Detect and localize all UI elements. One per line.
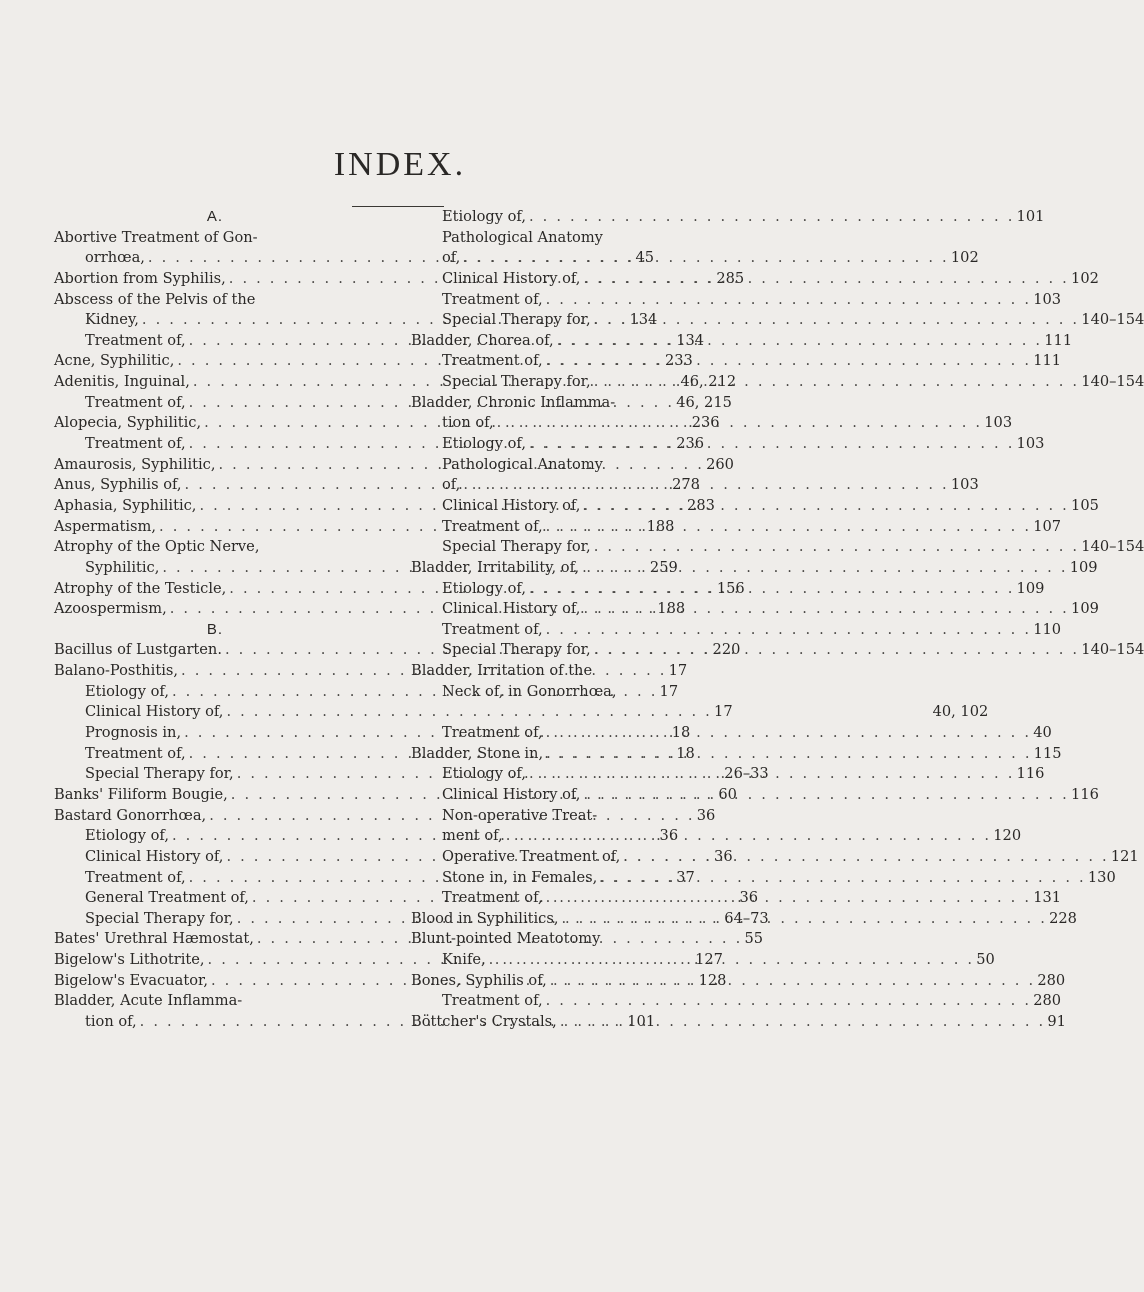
page-number: 130	[1087, 868, 1116, 886]
entry-text: Bladder, Acute Inflamma-	[54, 992, 243, 1010]
page-number: 103	[1033, 290, 1062, 308]
index-subentry	[411, 599, 1099, 620]
index-subentry	[411, 269, 1099, 290]
page-number: 134	[676, 331, 705, 349]
index-subentry	[411, 579, 1045, 600]
index-subentry	[411, 434, 1045, 455]
entry-text: Treatment of,	[442, 724, 543, 742]
dot-leader	[580, 785, 1069, 806]
entry-text: Treatment of,	[442, 352, 543, 370]
page-number: 102	[1071, 269, 1099, 287]
page-number: 107	[1033, 517, 1062, 535]
entry-text: Atrophy of the Testicle,	[54, 579, 227, 597]
index-entry	[54, 475, 700, 496]
page-number: 101	[627, 1012, 656, 1030]
dot-leader	[591, 537, 1080, 558]
index-subentry	[411, 455, 745, 476]
entry-text: Treatment of,	[442, 889, 543, 907]
dot-leader	[557, 1012, 1046, 1033]
entry-text: Clinical History of,	[85, 847, 224, 865]
page-number: 140–154	[1081, 538, 1144, 556]
index-entry	[411, 393, 745, 414]
index-entry	[54, 290, 376, 311]
dot-leader	[591, 372, 1080, 393]
entry-text: Non-operative Treat-	[442, 806, 598, 824]
entry-text: Blood in Syphilitics,	[411, 909, 559, 927]
entry-text: Special Therapy for,	[442, 641, 591, 659]
page-number: 18	[671, 724, 691, 742]
page-number: 109	[1069, 558, 1098, 576]
index-entry	[54, 228, 376, 249]
entry-text: Special Therapy for,	[442, 373, 591, 391]
index-subentry	[411, 372, 1144, 393]
entry-text: Treatment of,	[442, 992, 543, 1010]
entry-text: Böttcher's Crystals,	[411, 1012, 557, 1030]
dot-leader	[494, 413, 983, 434]
page-number: 103	[950, 476, 979, 494]
entry-text: General Treatment of,	[85, 889, 249, 907]
index-entry	[54, 537, 376, 558]
dot-leader	[543, 290, 1032, 311]
page-number: 60	[718, 785, 737, 803]
index-subentry	[411, 290, 1062, 311]
page-number: 110	[1033, 620, 1062, 638]
entry-text: Bladder, Irritability, of,	[411, 558, 580, 576]
entry-text: Banks' Filiform Bougie,	[54, 785, 228, 803]
entry-text: Bladder, Stone in,	[411, 744, 544, 762]
entry-text: Bladder, Chorea of,	[411, 331, 554, 349]
entry-text: Treatment of,	[85, 435, 186, 453]
entry-text: Bastard Gonorrhœa,	[54, 806, 207, 824]
index-subentry	[411, 228, 745, 249]
dot-leader	[543, 620, 1032, 641]
section-letter: B.	[206, 620, 224, 638]
page-number: 283	[687, 496, 715, 514]
dot-leader	[591, 310, 1080, 331]
index-subentry	[54, 702, 733, 723]
entry-text: Treatment of,	[442, 290, 543, 308]
page-number: 260	[706, 455, 734, 473]
dot-leader	[580, 599, 1069, 620]
index-entry	[411, 1012, 1066, 1033]
dot-leader	[460, 475, 949, 496]
entry-text: Aspermatism,	[54, 517, 157, 535]
entry-text: Bacillus of Lustgarten.	[54, 641, 222, 659]
dot-leader	[597, 868, 1086, 889]
entry-text: Bigelow's Lithotrite,	[54, 951, 205, 969]
index-subentry	[411, 351, 1062, 372]
index-subentry	[411, 640, 1144, 661]
page-number: 220	[712, 641, 741, 659]
page-number: 103	[1016, 435, 1045, 453]
entry-text: Treatment of,	[442, 517, 543, 535]
page-number: 134	[629, 311, 658, 329]
page-number: 36	[739, 889, 759, 907]
entry-text: Treatment of,	[85, 744, 186, 762]
entry-text: Treatment of,	[85, 393, 186, 411]
entry-text: ment of,	[442, 827, 503, 845]
index-subentry	[411, 413, 1013, 434]
entry-text: Etiology of,	[442, 765, 526, 783]
page-number: 55	[744, 930, 764, 948]
entry-text: Etiology of,	[442, 435, 526, 453]
index-entry	[411, 971, 1066, 992]
dot-leader	[543, 723, 1032, 744]
page-number: 37	[676, 868, 695, 886]
entry-text: Treatment of,	[85, 331, 186, 349]
entry-text: Special Therapy for,	[442, 311, 591, 329]
entry-text: Abortion from Syphilis,	[54, 269, 226, 287]
page-number: 140–154	[1081, 373, 1144, 391]
dot-leader	[543, 351, 1032, 372]
page-number: 36	[714, 847, 733, 865]
page-number: 188	[657, 600, 686, 618]
index-entry	[411, 331, 1073, 352]
entry-text: Etiology of,	[442, 579, 526, 597]
entry-text: Bones, Syphilis of,	[411, 971, 547, 989]
page-number: 156	[716, 579, 745, 597]
page-number: 111	[1044, 331, 1073, 349]
dot-leader	[503, 826, 992, 847]
entry-text: Special Therapy for,	[85, 909, 234, 927]
entry-text: Clinical History of,	[442, 600, 581, 618]
entry-text: Abscess of the Pelvis of the	[54, 290, 256, 308]
page-number: 236	[691, 414, 720, 432]
page-number: 101	[1016, 208, 1045, 225]
dot-leader	[579, 558, 1068, 579]
entry-text: tion of,	[85, 1012, 137, 1030]
entry-text: Neck of, in Gonorrhœa,	[442, 682, 617, 700]
entry-text: Clinical History of,	[442, 785, 581, 803]
page-number: 50	[976, 951, 995, 969]
dot-leader	[543, 991, 1032, 1012]
dot-leader	[526, 434, 1015, 455]
dot-leader	[547, 971, 1036, 992]
index-subentry	[411, 682, 745, 703]
page-number: 17	[659, 682, 679, 700]
index-entry	[411, 558, 1098, 579]
dot-leader	[543, 517, 1032, 538]
page-number: 228	[1049, 909, 1077, 927]
index-subentry	[411, 847, 1139, 868]
index-subentry	[411, 950, 995, 971]
index-entry	[54, 991, 376, 1012]
entry-text: Amaurosis, Syphilitic,	[54, 455, 216, 473]
index-entry	[411, 929, 745, 950]
dot-leader	[526, 764, 1015, 785]
entry-text: Balano-Posthitis,	[54, 662, 179, 680]
entry-text: Bigelow's Evacuator,	[54, 971, 208, 989]
entry-text: Treatment of,	[85, 868, 186, 886]
page-number: 188	[646, 517, 675, 535]
page-number: 26–33	[724, 765, 769, 783]
index-subentry	[411, 310, 1144, 331]
dot-leader	[591, 640, 1080, 661]
page-number: 18	[676, 744, 695, 762]
entry-text: Knife,	[442, 951, 486, 969]
page-number: 280	[1037, 971, 1066, 989]
dot-leader	[543, 888, 1032, 909]
page-number: 285	[716, 269, 745, 287]
entry-text: Acne, Syphilitic,	[54, 352, 175, 370]
page-number: 46, 215	[676, 393, 732, 411]
entry-text: Blunt-pointed Meatotomy	[411, 930, 601, 948]
entry-text: Stone in, in Females,	[442, 868, 598, 886]
page-number: 102	[950, 249, 979, 267]
entry-text: Kidney,	[85, 311, 139, 329]
page-number: 140–154	[1081, 311, 1144, 329]
page-number: 105	[1071, 496, 1099, 514]
page-number: 46, 212	[680, 373, 737, 391]
index-subentry	[411, 248, 979, 269]
dot-leader	[580, 496, 1069, 517]
entry-text: Bladder, Irritation of the	[411, 662, 593, 680]
index-entry	[411, 661, 745, 682]
entry-text: Pathological Anatomy	[442, 228, 603, 246]
page-number: 236	[676, 435, 705, 453]
page-number: 40, 102	[932, 703, 989, 721]
page-number: 91	[1047, 1012, 1066, 1030]
page-number: 280	[1033, 992, 1062, 1010]
entry-text: Clinical History of,	[442, 269, 581, 287]
dot-leader	[554, 331, 1043, 352]
page-number: 233	[664, 352, 693, 370]
page-number: 103	[984, 414, 1013, 432]
page-number: 64–73	[724, 909, 769, 927]
page-number: 259	[649, 558, 678, 576]
dot-leader	[580, 269, 1069, 290]
entry-text: Etiology of,	[442, 208, 526, 225]
page-number: 120	[993, 827, 1022, 845]
page-number: 278	[672, 476, 700, 494]
index-subentry	[411, 496, 1099, 517]
index-subentry	[411, 475, 979, 496]
entry-text: Operative Treatment of,	[442, 847, 621, 865]
entry-text: Special Therapy for,	[85, 765, 234, 783]
entry-text: Anus, Syphilis of,	[54, 476, 182, 494]
entry-text: Abortive Treatment of Gon-	[54, 228, 258, 246]
page-number: 140–154	[1081, 641, 1144, 659]
entry-text: Atrophy of the Optic Nerve,	[54, 538, 260, 556]
entry-text: Adenitis, Inguinal,	[54, 373, 190, 391]
page-number: 128	[698, 971, 727, 989]
dot-leader	[558, 909, 1047, 930]
entry-text: Azoospermism,	[54, 600, 167, 618]
entry-text: Bates' Urethral Hæmostat,	[54, 930, 254, 948]
entry-text: Etiology of,	[85, 827, 169, 845]
page-number: 36	[696, 806, 716, 824]
page-number: 40	[1033, 724, 1052, 742]
entry-text: Aphasia, Syphilitic,	[54, 496, 197, 514]
page-number: 17	[714, 703, 733, 721]
index-subentry	[411, 517, 1062, 538]
page-number: 116	[1016, 765, 1045, 783]
page-number: 17	[668, 662, 688, 680]
dot-leader	[486, 950, 975, 971]
entry-text: Special Therapy for,	[442, 538, 591, 556]
dot-leader	[620, 847, 1109, 868]
page-number: 36	[659, 827, 679, 845]
entry-text: Clinical History of,	[85, 703, 224, 721]
dot-leader	[543, 744, 1032, 765]
index-subentry	[411, 207, 1045, 228]
index-subentry	[411, 785, 1099, 806]
entry-text: Etiology of,	[85, 682, 169, 700]
page-number: 115	[1033, 744, 1062, 762]
entry-text: Syphilitic,	[85, 558, 160, 576]
index-subentry	[411, 826, 1022, 847]
index-subentry	[411, 723, 1052, 744]
page-number: 131	[1033, 889, 1062, 907]
dot-leader	[526, 207, 1015, 228]
section-letter: A.	[206, 208, 224, 225]
entry-text: Pathological Anatomy	[442, 455, 603, 473]
dot-leader	[460, 248, 949, 269]
index-subentry	[411, 537, 1144, 558]
page-number: 109	[1016, 579, 1045, 597]
page-title: INDEX.	[333, 146, 467, 183]
index-subentry	[54, 888, 759, 909]
entry-text: Prognosis in,	[85, 724, 182, 742]
page-number: 45	[635, 249, 655, 267]
entry-text: Alopecia, Syphilitic,	[54, 414, 202, 432]
entry-text: tion of,	[442, 414, 494, 432]
index-subentry	[411, 702, 989, 723]
entry-text: Clinical History of,	[442, 496, 581, 514]
page-number: 116	[1071, 785, 1099, 803]
index-entry	[411, 744, 1062, 765]
entry-text: Treatment of,	[442, 620, 543, 638]
entry-text: Bladder, Chronic Inflamma-	[411, 393, 616, 411]
entry-text: orrhœa,	[85, 249, 145, 267]
index-subentry	[411, 868, 1116, 889]
page-number: 109	[1071, 600, 1099, 618]
dot-leader	[526, 579, 1015, 600]
index-subentry	[411, 991, 1062, 1012]
entry-text: of,	[442, 249, 461, 267]
page-number: 121	[1110, 847, 1139, 865]
page-number: 127	[695, 951, 723, 969]
index-subentry	[411, 620, 1062, 641]
entry-text: of,	[442, 476, 461, 494]
page-number: 111	[1033, 352, 1062, 370]
index-subentry	[411, 806, 745, 827]
